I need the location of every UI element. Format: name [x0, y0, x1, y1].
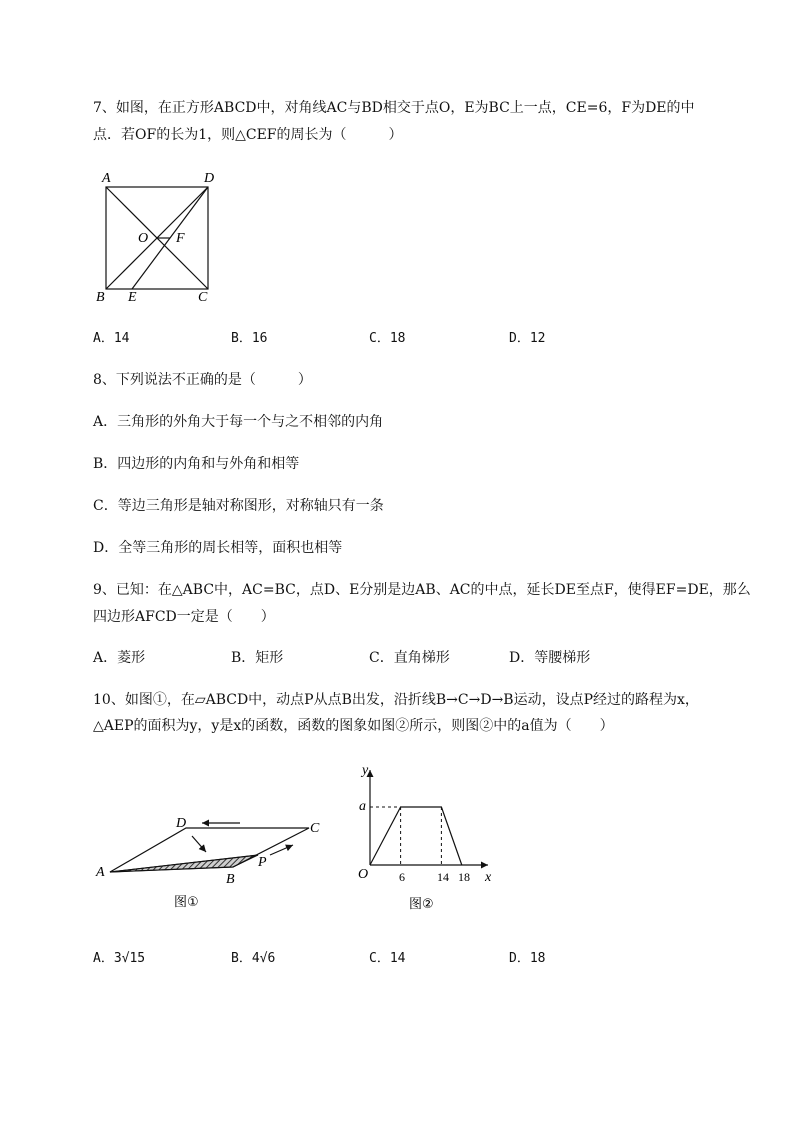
q10-stem-line1: 10、如图①，在▱ABCD中，动点P从点B出发，沿折线B→C→D→B运动，设点P经过的路程为x， — [93, 692, 699, 708]
tick-label-14: 14 — [437, 870, 449, 884]
q9-option-a[interactable]: A．菱形 — [93, 650, 146, 666]
q10-stem-line2: △AEP的面积为y，y是x的函数，函数的图象如图②所示，则图②中的a值为（ ） — [93, 718, 614, 734]
label-c: C — [198, 290, 208, 305]
label-a: A — [96, 865, 105, 880]
q9-stem-line2: 四边形AFCD一定是（ ） — [93, 609, 275, 625]
q7-option-c[interactable]: C．18 — [369, 331, 406, 346]
label-b: B — [226, 872, 235, 887]
label-b: B — [96, 290, 105, 305]
q9-option-d[interactable]: D．等腰梯形 — [509, 650, 591, 666]
label-p: P — [258, 855, 267, 870]
q10-option-b[interactable]: B．4√6 — [231, 951, 276, 966]
q8-stem: 8、下列说法不正确的是（ ） — [93, 372, 312, 388]
graph-polyline — [370, 807, 462, 865]
label-e: E — [128, 290, 137, 305]
label-y: y — [362, 763, 369, 778]
label-a: A — [102, 171, 111, 186]
label-d: D — [204, 171, 215, 186]
q10-option-c[interactable]: C．14 — [369, 951, 406, 966]
arrow-db-direction — [192, 836, 206, 852]
q7-option-b[interactable]: B．16 — [231, 331, 268, 346]
label-f: F — [176, 231, 185, 246]
q7-stem-line2: 点．若OF的长为1，则△CEF的周长为（ ） — [93, 127, 403, 143]
q8-option-a[interactable]: A．三角形的外角大于每一个与之不相邻的内角 — [93, 414, 384, 430]
q7-option-a[interactable]: A．14 — [93, 331, 130, 346]
label-x: x — [485, 870, 492, 885]
q10-function-graph — [352, 760, 502, 916]
q9-option-c[interactable]: C．直角梯形 — [369, 650, 450, 666]
q10-parallelogram-figure — [90, 808, 330, 918]
q7-option-d[interactable]: D．12 — [509, 331, 546, 346]
q8-option-c[interactable]: C．等边三角形是轴对称图形，对称轴只有一条 — [93, 498, 384, 514]
tick-label-18: 18 — [458, 870, 470, 884]
figure-2-caption: 图② — [409, 897, 434, 912]
q9-option-b[interactable]: B．矩形 — [231, 650, 284, 666]
q9-stem-line1: 9、已知：在△ABC中，AC=BC，点D、E分别是边AB、AC的中点，延长DE至点F，使得EF=DE，那么 — [93, 582, 751, 598]
label-a-level: a — [359, 799, 366, 814]
q8-option-b[interactable]: B．四边形的内角和与外角和相等 — [93, 456, 300, 472]
figure-1-caption: 图① — [174, 895, 199, 910]
q10-option-a[interactable]: A．3√15 — [93, 951, 146, 966]
q10-option-d[interactable]: D．18 — [509, 951, 546, 966]
tick-label-6: 6 — [399, 870, 405, 884]
q8-option-d[interactable]: D．全等三角形的周长相等，面积也相等 — [93, 540, 343, 556]
q7-square-figure — [90, 168, 230, 308]
label-c: C — [310, 821, 320, 836]
label-d: D — [176, 816, 187, 831]
label-o: O — [138, 231, 149, 246]
label-origin: O — [358, 867, 369, 882]
q7-stem-line1: 7、如图，在正方形ABCD中，对角线AC与BD相交于点O，E为BC上一点，CE=6，F为DE的中 — [93, 100, 695, 116]
